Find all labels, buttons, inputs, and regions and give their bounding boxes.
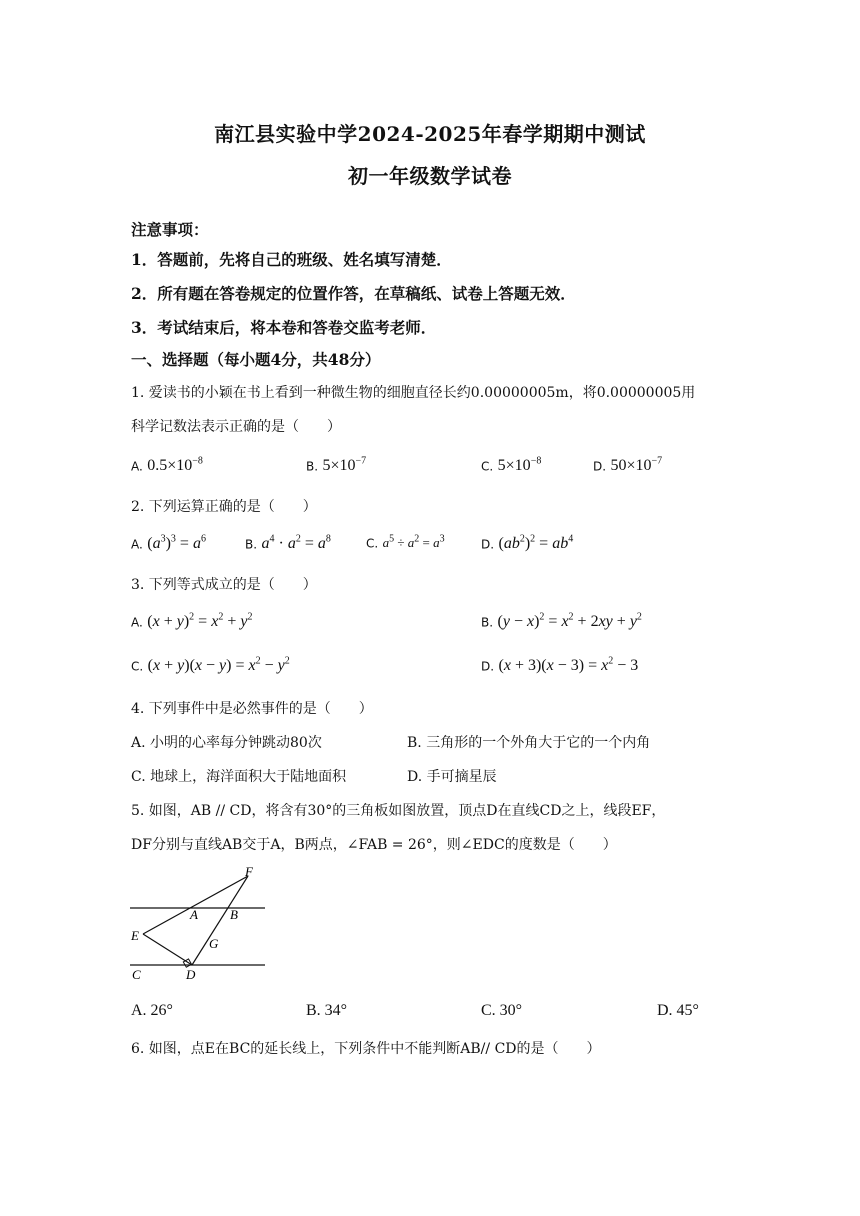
- q2-option-b: B. $a^4 \cdot a^2 = a^8$: [245, 534, 331, 553]
- section-heading: 一、选择题（每小题4分，共48分）: [131, 350, 381, 369]
- exam-subtitle: 初一年级数学试卷: [348, 164, 512, 188]
- q3-option-c: C. $(x + y)(x - y) = x^2 - y^2$: [131, 656, 290, 675]
- q4-option-c: C. 地球上，海洋面积大于陆地面积: [131, 769, 347, 785]
- q6-stem: 6. 如图，点E在BC的延长线上，下列条件中不能判断AB// CD的是（ ）: [131, 1041, 601, 1057]
- q3-option-d: D. $(x + 3)(x - 3) = x^2 - 3$: [481, 656, 639, 675]
- note-2: 2．所有题在答卷规定的位置作答，在草稿纸、试卷上答题无效．: [131, 284, 576, 303]
- q2-stem: 2. 下列运算正确的是（ ）: [131, 499, 317, 515]
- q2-option-c: C. $a^5 \div a^2 = a^3$: [366, 534, 445, 551]
- q5-option-a: A. 26°: [131, 1002, 173, 1019]
- label-g: G: [209, 936, 219, 951]
- q4-option-b: B. 三角形的一个外角大于它的一个内角: [407, 735, 651, 751]
- label-f: F: [245, 864, 253, 879]
- note-3: 3．考试结束后，将本卷和答卷交监考老师．: [131, 318, 437, 337]
- q1-option-a: A. $0.5\times 10^{-8}$: [131, 456, 203, 475]
- q5-option-b: B. 34°: [306, 1002, 348, 1019]
- q1-option-c: C. $5\times 10^{-8}$: [481, 456, 542, 475]
- q1-line2: 科学记数法表示正确的是（ ）: [131, 419, 341, 435]
- q3-option-b: B. $(y - x)^2 = x^2 + 2xy + y^2$: [481, 612, 642, 631]
- label-a: A: [190, 907, 198, 922]
- q5-line2: DF分别与直线AB交于A，B两点，∠FAB = 26°，则∠EDC的度数是（ ）: [131, 837, 617, 853]
- q5-option-c: C. 30°: [481, 1002, 523, 1019]
- q1-option-d: D. $50\times 10^{-7}$: [593, 456, 663, 475]
- segment-ed: [143, 934, 192, 965]
- q2-option-d: D. $(ab^2)^2 = ab^4$: [481, 534, 574, 553]
- q1-option-b: B. $5\times 10^{-7}$: [306, 456, 367, 475]
- note-1: 1．答题前，先将自己的班级、姓名填写清楚．: [131, 250, 452, 269]
- label-d: D: [186, 967, 196, 982]
- q5-option-d: D. 45°: [657, 1002, 699, 1019]
- label-c: C: [132, 967, 141, 982]
- segment-ef: [143, 876, 248, 934]
- notes-heading: 注意事项：: [131, 220, 209, 239]
- q3-option-a: A. $(x + y)^2 = x^2 + y^2$: [131, 612, 253, 631]
- label-b: B: [230, 907, 238, 922]
- q5-line1: 5. 如图，AB // CD，将含有30°的三角板如图放置，顶点D在直线CD之上，线段EF，: [131, 803, 666, 819]
- q5-figure: [120, 862, 280, 987]
- q4-stem: 4. 下列事件中是必然事件的是（ ）: [131, 701, 373, 717]
- q4-option-d: D. 手可摘星辰: [407, 769, 497, 785]
- q4-option-a: A. 小明的心率每分钟跳动80次: [131, 735, 322, 751]
- q3-stem: 3. 下列等式成立的是（ ）: [131, 577, 317, 593]
- q1-line1: 1. 爱读书的小颖在书上看到一种微生物的细胞直径长约0.00000005m，将0.00000005用: [131, 385, 696, 401]
- segment-fd: [192, 876, 248, 965]
- q2-option-a: A. $(a^3)^3 = a^6$: [131, 534, 206, 553]
- label-e: E: [131, 928, 139, 943]
- exam-title: 南江县实验中学2024-2025年春学期期中测试: [214, 122, 646, 146]
